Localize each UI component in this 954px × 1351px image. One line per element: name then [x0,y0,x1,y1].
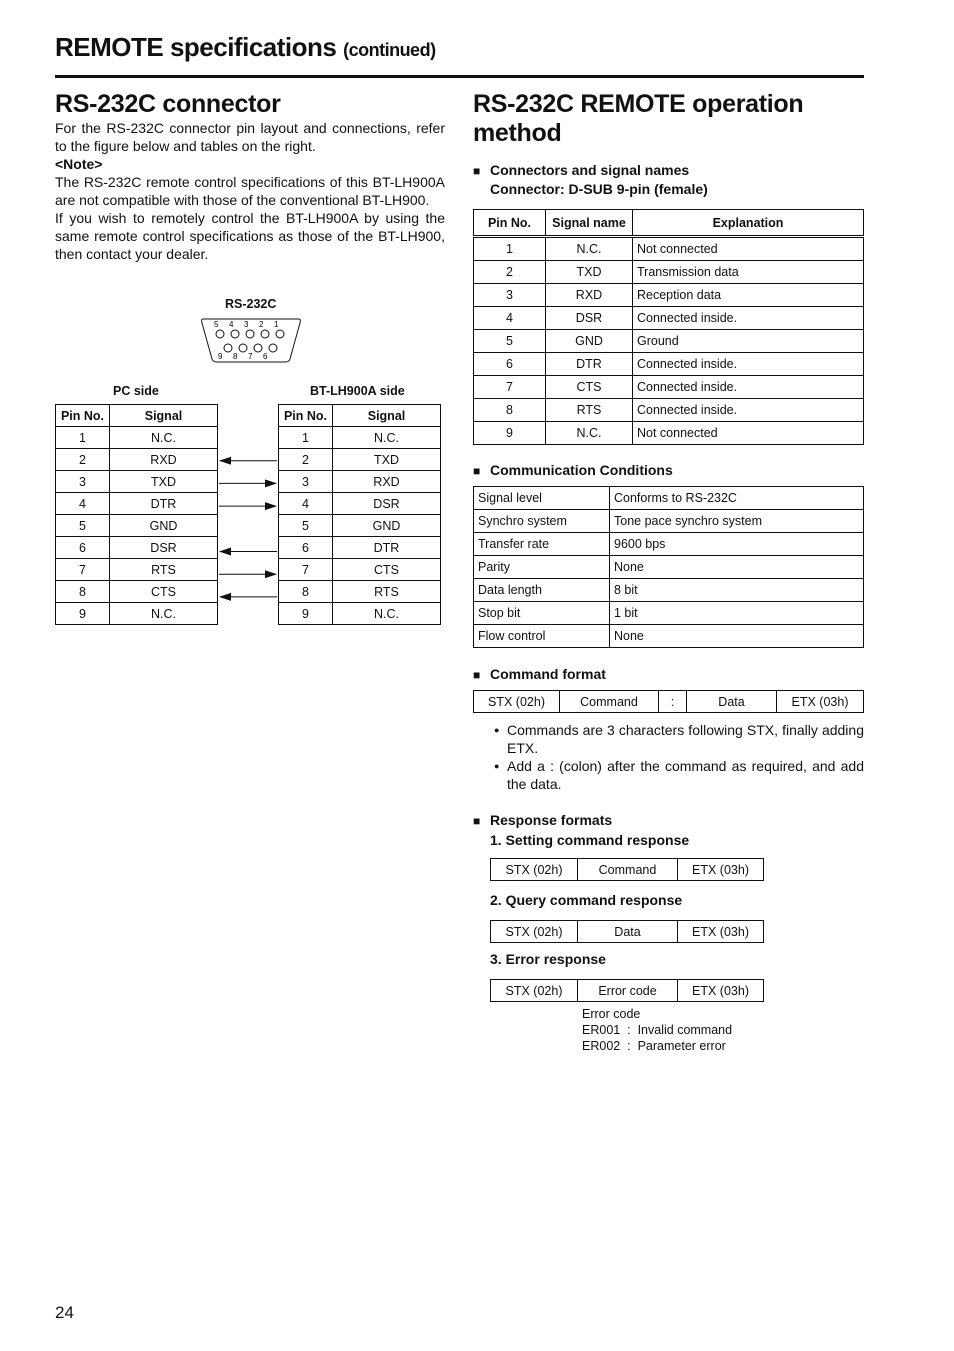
setting-response-heading: 1. Setting command response [490,832,690,848]
signal-row-cell: 9 [474,422,546,445]
error-stx-cell: STX (02h) [491,980,578,1002]
signal-row-cell: RTS [546,399,633,422]
signal-row-cell: 2 [474,261,546,284]
communication-conditions-table [473,486,864,648]
signal-row-cell: GND [546,330,633,353]
comm-row-cell: 1 bit [610,602,864,625]
device-pin-row-cell: 2 [279,449,333,471]
pc-pin-row-cell: TXD [110,471,218,493]
connectors-heading: ■ Connectors and signal names [473,162,689,178]
signal-row-cell: 8 [474,399,546,422]
device-pin-row [279,603,441,625]
device-pin-row-cell: 4 [279,493,333,515]
device-pin-row-cell: 1 [279,427,333,449]
note-paragraph-1: The RS-232C remote control specifications of this BT-LH900A are not compatible with those of the conventional BT-LH900. [55,174,445,208]
comm-row [474,487,864,510]
error-response-heading: 3. Error response [490,951,606,967]
pc-pin-row [56,559,218,581]
query-response-heading: 2. Query command response [490,892,683,908]
device-pin-row [279,449,441,471]
comm-row-cell: None [610,556,864,579]
signal-row-cell: N.C. [546,422,633,445]
pc-pin-row-cell: N.C. [110,603,218,625]
setting-stx-cell: STX (02h) [491,859,578,881]
wiring-arrows [217,404,279,632]
connector-pin [276,330,284,338]
signal-explanation-header: Explanation [633,210,864,237]
connector-pin-number: 7 [248,352,253,361]
connector-pin [224,344,232,352]
connector-label: RS-232C [225,297,277,311]
page-number: 24 [55,1303,74,1322]
signal-row [474,261,864,284]
pc-side-pin-table [55,404,218,625]
command-notes [494,721,864,793]
header-continued: (continued) [343,40,436,60]
communication-conditions-heading: ■ Communication Conditions [473,462,673,478]
device-pin-row-cell: GND [333,515,441,537]
device-pin-header: Pin No. [279,405,333,427]
device-pin-row-cell: 9 [279,603,333,625]
comm-row-cell: 8 bit [610,579,864,602]
comm-row-cell: Data length [474,579,610,602]
device-side-label: BT-LH900A side [310,384,405,398]
command-note-item: ● Commands are 3 characters following STX, finally adding ETX. [494,721,864,757]
device-signal-header: Signal [333,405,441,427]
signal-row [474,330,864,353]
pc-pin-row-cell: GND [110,515,218,537]
comm-row-cell: Conforms to RS-232C [610,487,864,510]
pc-pin-row-cell: DTR [110,493,218,515]
connector-pin [269,344,277,352]
comm-row-cell: Stop bit [474,602,610,625]
pc-pin-row-cell: RTS [110,559,218,581]
pc-pin-row [56,581,218,603]
query-stx-cell: STX (02h) [491,921,578,943]
connector-pin-number: 4 [229,320,234,329]
signal-row-cell: TXD [546,261,633,284]
rs232c-connector-title: RS-232C connector [55,90,281,118]
pc-side-label: PC side [113,384,159,398]
error-code-title: Error code [582,1007,641,1021]
pc-pin-row-cell: 9 [56,603,110,625]
device-pin-row-cell: DSR [333,493,441,515]
pc-pin-row-cell: 4 [56,493,110,515]
device-pin-row-cell: CTS [333,559,441,581]
error-code-item: ER001 : Invalid command [582,1023,733,1037]
signal-row-cell: 5 [474,330,546,353]
signal-row-cell: Connected inside. [633,399,864,422]
connector-type: Connector: D-SUB 9-pin (female) [490,181,708,197]
right-column [473,90,864,148]
device-pin-row-cell: TXD [333,449,441,471]
cmd-stx-cell: STX (02h) [474,691,560,713]
device-pin-row-cell: RTS [333,581,441,603]
query-etx-cell: ETX (03h) [678,921,764,943]
cmd-etx-cell: ETX (03h) [777,691,864,713]
device-pin-row [279,493,441,515]
device-pin-row-cell: 3 [279,471,333,493]
pc-pin-row [56,449,218,471]
device-pin-row-cell: DTR [333,537,441,559]
intro-paragraph: For the RS-232C connector pin layout and connections, refer to the figure below and tables on the right. [55,120,445,154]
device-pin-row [279,537,441,559]
response-formats-heading: ■ Response formats [473,812,612,828]
signal-row-cell: Not connected [633,237,864,261]
signal-row-cell: DTR [546,353,633,376]
pc-pin-row [56,603,218,625]
signal-name-header: Signal name [546,210,633,237]
pc-pin-row-cell: 3 [56,471,110,493]
pc-pin-row-cell: 2 [56,449,110,471]
signal-row-cell: Not connected [633,422,864,445]
signal-pin-header: Pin No. [474,210,546,237]
pc-pin-row-cell: 8 [56,581,110,603]
error-code-item: ER002 : Parameter error [582,1039,726,1053]
pc-pin-row-cell: CTS [110,581,218,603]
device-pin-row [279,471,441,493]
comm-row-cell: Parity [474,556,610,579]
left-column [55,90,445,263]
pc-pin-row-cell: 5 [56,515,110,537]
signal-row-cell: 4 [474,307,546,330]
command-format-table [473,690,864,713]
signal-row [474,284,864,307]
comm-row [474,510,864,533]
setting-response-table [490,858,764,881]
connector-pin-number: 2 [259,320,264,329]
comm-row-cell: Transfer rate [474,533,610,556]
comm-row-cell: None [610,625,864,648]
device-pin-row-cell: 7 [279,559,333,581]
pc-pin-row [56,493,218,515]
device-pin-row [279,581,441,603]
note-label: <Note> [55,156,103,172]
comm-row-cell: Synchro system [474,510,610,533]
connector-pin-number: 1 [274,320,279,329]
signal-row-cell: Connected inside. [633,307,864,330]
error-code-cell: Error code [578,980,678,1002]
signal-row-cell: Transmission data [633,261,864,284]
comm-row [474,625,864,648]
pc-pin-row-cell: N.C. [110,427,218,449]
pc-pin-row [56,427,218,449]
comm-row [474,602,864,625]
signal-row-cell: 3 [474,284,546,307]
connector-pin [216,330,224,338]
query-response-table [490,920,764,943]
device-pin-row-cell: 5 [279,515,333,537]
remote-operation-title: RS-232C REMOTE operation method [473,90,804,147]
connector-pin-number: 9 [218,352,223,361]
header-title: REMOTE specifications [55,32,337,62]
device-pin-row-cell: N.C. [333,427,441,449]
comm-row-cell: 9600 bps [610,533,864,556]
command-format-heading: ■ Command format [473,666,606,682]
signal-row-cell: 1 [474,237,546,261]
signal-row-cell: N.C. [546,237,633,261]
signal-row-cell: CTS [546,376,633,399]
signal-row-cell: Connected inside. [633,353,864,376]
device-pin-row-cell: RXD [333,471,441,493]
signal-row [474,307,864,330]
device-pin-row-cell: N.C. [333,603,441,625]
signal-row [474,422,864,445]
pc-pin-row [56,515,218,537]
device-pin-row [279,559,441,581]
cmd-data-cell: Data [687,691,777,713]
connector-pin [231,330,239,338]
pc-pin-row-cell: RXD [110,449,218,471]
comm-row-cell: Tone pace synchro system [610,510,864,533]
setting-etx-cell: ETX (03h) [678,859,764,881]
query-data-cell: Data [578,921,678,943]
connector-pin-number: 5 [214,320,219,329]
signal-row [474,353,864,376]
signal-row [474,237,864,261]
pc-pin-row [56,471,218,493]
connector-pin [239,344,247,352]
signal-row-cell: Reception data [633,284,864,307]
signal-row [474,399,864,422]
signal-row-cell: Ground [633,330,864,353]
signal-row [474,376,864,399]
connector-pin [246,330,254,338]
pc-pin-row [56,537,218,559]
pc-pin-row-cell: DSR [110,537,218,559]
device-side-pin-table [278,404,441,625]
comm-row-cell: Signal level [474,487,610,510]
comm-row-cell: Flow control [474,625,610,648]
comm-row [474,556,864,579]
signal-row-cell: DSR [546,307,633,330]
signal-name-table [473,209,864,445]
pc-pin-row-cell: 6 [56,537,110,559]
device-pin-row [279,515,441,537]
device-pin-row-cell: 6 [279,537,333,559]
cmd-colon-cell: : [659,691,687,713]
header-rule [55,75,864,78]
cmd-command-cell: Command [560,691,659,713]
comm-row [474,533,864,556]
pc-signal-header: Signal [110,405,218,427]
connector-pin-number: 8 [233,352,238,361]
dsub-connector-illustration [200,316,302,366]
connector-pin-number: 3 [244,320,249,329]
note-paragraph-2: If you wish to remotely control the BT-LH900A by using the same remote control specifications as those of the BT-LH900, then contact your dealer. [55,210,445,262]
connector-pin [261,330,269,338]
setting-command-cell: Command [578,859,678,881]
device-pin-row [279,427,441,449]
pc-pin-header: Pin No. [56,405,110,427]
signal-row-cell: Connected inside. [633,376,864,399]
error-etx-cell: ETX (03h) [678,980,764,1002]
connector-pin-number: 6 [263,352,268,361]
page-header [55,32,436,63]
command-note-item: ● Add a : (colon) after the command as required, and add the data. [494,757,864,793]
signal-row-cell: RXD [546,284,633,307]
pc-pin-row-cell: 7 [56,559,110,581]
connector-pin [254,344,262,352]
signal-row-cell: 7 [474,376,546,399]
error-code-list [582,1006,732,1054]
comm-row [474,579,864,602]
error-response-table [490,979,764,1002]
pc-pin-row-cell: 1 [56,427,110,449]
device-pin-row-cell: 8 [279,581,333,603]
signal-row-cell: 6 [474,353,546,376]
